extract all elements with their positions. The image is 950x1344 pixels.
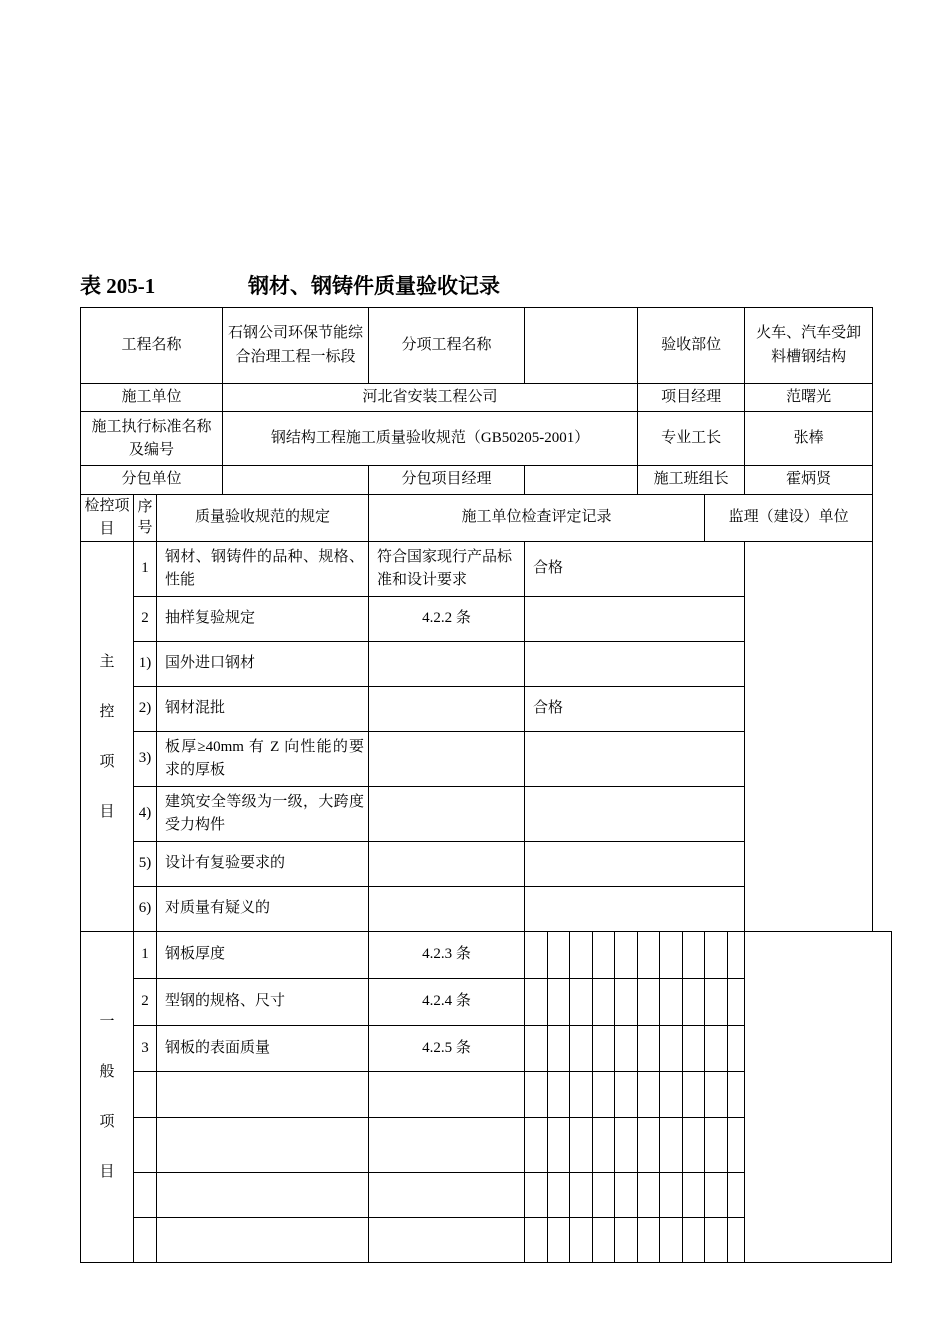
record-cell	[525, 597, 745, 642]
tick-cell	[593, 1118, 615, 1173]
tick-cell	[728, 932, 745, 979]
seq-cell: 1	[134, 932, 157, 979]
standard-cell: 4.2.3 条	[369, 932, 525, 979]
tick-cell	[728, 1218, 745, 1263]
subitem-value	[525, 308, 638, 384]
seq-cell: 2	[134, 979, 157, 1026]
supervisor-cell-general	[745, 932, 892, 1263]
standard-cell	[369, 1173, 525, 1218]
tick-cell	[638, 932, 660, 979]
pm-label: 项目经理	[638, 384, 745, 412]
column-header-row	[81, 494, 892, 542]
team-leader-label: 施工班组长	[638, 466, 745, 494]
seq-cell	[134, 1173, 157, 1218]
item-cell	[157, 1218, 369, 1263]
tick-cell	[525, 1026, 548, 1072]
tick-cell	[615, 1026, 638, 1072]
acceptance-part-label: 验收部位	[638, 308, 745, 384]
record-cell	[525, 732, 745, 787]
tick-cell	[705, 1218, 728, 1263]
tick-cell	[728, 1118, 745, 1173]
tick-cell	[705, 932, 728, 979]
seq-cell: 3	[134, 1026, 157, 1072]
item-cell: 对质量有疑义的	[157, 887, 369, 932]
table-row	[81, 932, 892, 979]
seq-cell: 1)	[134, 642, 157, 687]
acceptance-part-value: 火车、汽车受卸料槽钢结构	[745, 308, 873, 384]
tick-cell	[593, 1026, 615, 1072]
form-name: 钢材、钢铸件质量验收记录	[248, 274, 500, 298]
project-name-value: 石钢公司环保节能综合治理工程一标段	[223, 308, 369, 384]
record-cell	[525, 842, 745, 887]
tick-cell	[570, 1026, 593, 1072]
tick-cell	[705, 979, 728, 1026]
tick-cell	[525, 1218, 548, 1263]
standard-cell: 符合国家现行产品标准和设计要求	[369, 542, 525, 597]
tick-cell	[683, 1218, 705, 1263]
tick-cell	[548, 1072, 570, 1118]
tick-cell	[728, 1026, 745, 1072]
item-cell: 钢材混批	[157, 687, 369, 732]
header-row-standard	[81, 412, 892, 466]
tick-cell	[660, 932, 683, 979]
tick-cell	[615, 1072, 638, 1118]
seq-cell	[134, 1118, 157, 1173]
tick-cell	[683, 1173, 705, 1218]
tick-cell	[660, 979, 683, 1026]
tick-cell	[570, 1173, 593, 1218]
standard-cell: 4.2.5 条	[369, 1026, 525, 1072]
standard-label: 施工执行标准名称及编号	[81, 412, 223, 466]
record-cell: 合格	[525, 687, 745, 732]
acceptance-record-table	[80, 307, 892, 1263]
seq-cell	[134, 1072, 157, 1118]
team-leader-value: 霍炳贤	[745, 466, 873, 494]
seq-cell: 6)	[134, 887, 157, 932]
tick-cell	[683, 979, 705, 1026]
project-name-label: 工程名称	[81, 308, 223, 384]
general-group-label: 一 般 项 目	[81, 932, 134, 1263]
header-row-subcontractor	[81, 466, 892, 494]
standard-cell	[369, 1218, 525, 1263]
item-cell: 建筑安全等级为一级，大跨度受力构件	[157, 787, 369, 842]
tick-cell	[593, 1072, 615, 1118]
standard-cell	[369, 687, 525, 732]
tick-cell	[593, 979, 615, 1026]
tick-cell	[593, 1218, 615, 1263]
seq-cell: 5)	[134, 842, 157, 887]
tick-cell	[683, 1026, 705, 1072]
foreman-label: 专业工长	[638, 412, 745, 466]
tick-cell	[615, 979, 638, 1026]
standard-cell	[369, 1072, 525, 1118]
tick-cell	[638, 979, 660, 1026]
tick-cell	[660, 1026, 683, 1072]
tick-cell	[705, 1026, 728, 1072]
tick-cell	[525, 1072, 548, 1118]
item-cell: 钢板的表面质量	[157, 1026, 369, 1072]
tick-cell	[705, 1118, 728, 1173]
sub-pm-label: 分包项目经理	[369, 466, 525, 494]
tick-cell	[683, 1118, 705, 1173]
header-row-contractor	[81, 384, 892, 412]
table-row	[81, 542, 892, 597]
tick-cell	[570, 932, 593, 979]
tick-cell	[683, 1072, 705, 1118]
tick-cell	[525, 979, 548, 1026]
tick-cell	[548, 1026, 570, 1072]
form-number: 表 205-1	[80, 274, 156, 298]
subcontractor-label: 分包单位	[81, 466, 223, 494]
standard-cell	[369, 732, 525, 787]
tick-cell	[638, 1118, 660, 1173]
tick-cell	[593, 1173, 615, 1218]
item-cell: 钢板厚度	[157, 932, 369, 979]
standard-cell	[369, 1118, 525, 1173]
item-cell: 抽样复验规定	[157, 597, 369, 642]
subcontractor-value	[223, 466, 369, 494]
item-cell	[157, 1118, 369, 1173]
tick-cell	[525, 1118, 548, 1173]
col-item-header: 检控项目	[81, 494, 134, 542]
seq-cell: 3)	[134, 732, 157, 787]
record-cell	[525, 787, 745, 842]
item-cell: 钢材、钢铸件的品种、规格、性能	[157, 542, 369, 597]
tick-cell	[705, 1072, 728, 1118]
tick-cell	[615, 932, 638, 979]
col-spec-header: 质量验收规范的规定	[157, 494, 369, 542]
form-title	[80, 270, 500, 300]
tick-cell	[638, 1072, 660, 1118]
tick-cell	[525, 932, 548, 979]
tick-cell	[570, 1218, 593, 1263]
contractor-value: 河北省安装工程公司	[223, 384, 638, 412]
tick-cell	[683, 932, 705, 979]
col-seq-header: 序号	[134, 494, 157, 542]
standard-cell: 4.2.2 条	[369, 597, 525, 642]
item-cell	[157, 1173, 369, 1218]
tick-cell	[593, 932, 615, 979]
tick-cell	[728, 979, 745, 1026]
tick-cell	[660, 1072, 683, 1118]
item-cell: 国外进口钢材	[157, 642, 369, 687]
item-cell: 板厚≥40mm 有 Z 向性能的要求的厚板	[157, 732, 369, 787]
tick-cell	[570, 1072, 593, 1118]
main-control-group-label: 主 控 项 目	[81, 542, 134, 932]
subitem-label: 分项工程名称	[369, 308, 525, 384]
tick-cell	[548, 979, 570, 1026]
standard-cell: 4.2.4 条	[369, 979, 525, 1026]
header-row-project	[81, 308, 892, 384]
foreman-value: 张棒	[745, 412, 873, 466]
tick-cell	[638, 1026, 660, 1072]
tick-cell	[615, 1118, 638, 1173]
tick-cell	[660, 1173, 683, 1218]
seq-cell	[134, 1218, 157, 1263]
col-record-header: 施工单位检查评定记录	[369, 494, 705, 542]
record-cell	[525, 887, 745, 932]
standard-cell	[369, 887, 525, 932]
tick-cell	[638, 1218, 660, 1263]
tick-cell	[638, 1173, 660, 1218]
seq-cell: 4)	[134, 787, 157, 842]
item-cell: 设计有复验要求的	[157, 842, 369, 887]
standard-value: 钢结构工程施工质量验收规范（GB50205-2001）	[223, 412, 638, 466]
col-supervisor-header: 监理（建设）单位	[705, 494, 873, 542]
tick-cell	[570, 1118, 593, 1173]
tick-cell	[548, 1118, 570, 1173]
item-cell	[157, 1072, 369, 1118]
item-cell: 型钢的规格、尺寸	[157, 979, 369, 1026]
tick-cell	[548, 932, 570, 979]
tick-cell	[615, 1173, 638, 1218]
tick-cell	[525, 1173, 548, 1218]
supervisor-cell-main	[745, 542, 873, 932]
seq-cell: 1	[134, 542, 157, 597]
pm-value: 范曙光	[745, 384, 873, 412]
tick-cell	[615, 1218, 638, 1263]
tick-cell	[570, 979, 593, 1026]
tick-cell	[660, 1118, 683, 1173]
tick-cell	[548, 1173, 570, 1218]
tick-cell	[548, 1218, 570, 1263]
record-cell: 合格	[525, 542, 745, 597]
tick-cell	[728, 1072, 745, 1118]
contractor-label: 施工单位	[81, 384, 223, 412]
seq-cell: 2	[134, 597, 157, 642]
standard-cell	[369, 642, 525, 687]
tick-cell	[728, 1173, 745, 1218]
tick-cell	[660, 1218, 683, 1263]
standard-cell	[369, 787, 525, 842]
seq-cell: 2)	[134, 687, 157, 732]
record-cell	[525, 642, 745, 687]
tick-cell	[705, 1173, 728, 1218]
standard-cell	[369, 842, 525, 887]
sub-pm-value	[525, 466, 638, 494]
